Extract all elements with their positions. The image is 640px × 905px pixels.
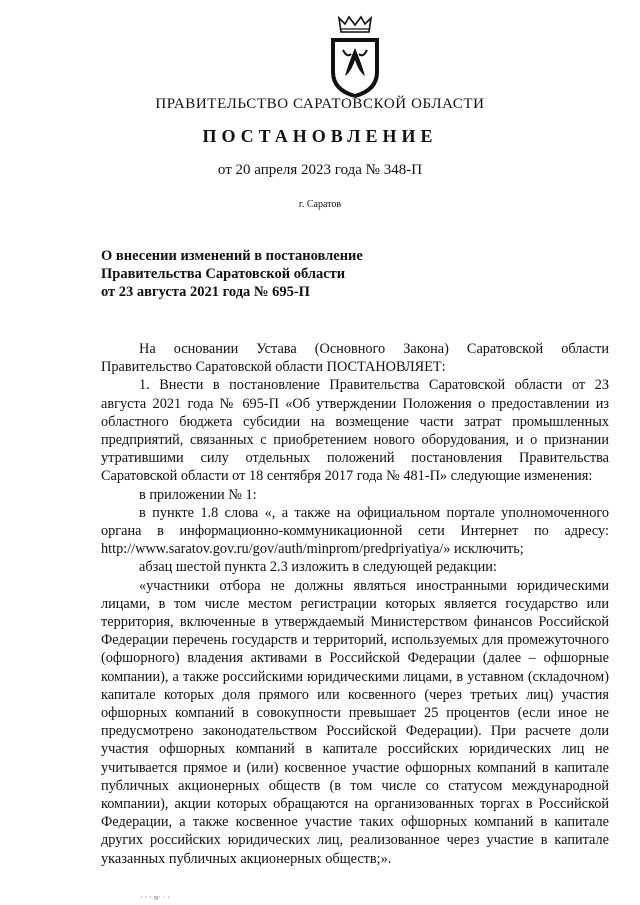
coat-of-arms-emblem	[325, 14, 385, 100]
paragraph-point-1-8: в пункте 1.8 слова «, а также на официальном портале уполномоченного органа в информационно-коммуникационной сети Интернет по адресу: http://www.saratov.gov.ru/gov/auth/minprom/predpriyatiya/» исключить;	[101, 504, 609, 558]
paragraph-appendix: в приложении № 1:	[139, 486, 257, 503]
document-date-number: от 20 апреля 2023 года № 348-П	[217, 162, 423, 178]
paragraph-item-1: 1. Внести в постановление Правительства Саратовской области от 23 августа 2021 года № 695-П «Об утверждении Положения о предоставлении из областного бюджета субсидии на возмещение части затрат промышленных предприятий, связанных с приобретением нового оборудования, и о признании утратившими силу отдельных положений постановления Правительства Саратовской области от 18 сентября 2017 года № 481-П» следующие изменения:	[101, 377, 609, 485]
document-title	[101, 247, 421, 301]
paragraph-basis: На основании Устава (Основного Закона) Саратовской области Правительство Саратовской области ПОСТАНОВЛЯЕТ:	[101, 341, 609, 376]
document-type: ПОСТАНОВЛЕНИЕ	[202, 126, 438, 146]
paragraph-point-2-3: абзац шестой пункта 2.3 изложить в следующей редакции:	[139, 559, 497, 576]
government-name: ПРАВИТЕЛЬСТВО САРАТОВСКОЙ ОБЛАСТИ	[155, 96, 485, 112]
paragraph-quote: «участники отбора не должны являться иностранными юридическими лицами, в том числе местом регистрации которых является государство или территория, включенные в утверждаемый Министерством финансов Российской Федерации перечень государств и территорий, используемых для промежуточного (офшорного) владения активами в Российской Федерации (далее – офшорные компании), а также российскими юридическими лицами, в уставном (складочном) капитале которых доля прямого или косвенного (через третьих лиц) участия офшорных компаний в совокупности превышает 25 процентов (если иное не предусмотрено законодательством Российской Федерации). При расчете доли участия офшорных компаний в капитале российских юридических лиц не учитывается прямое и (или) косвенное участие офшорных компаний в капитале публичных акционерных обществ (в том числе со статусом международной компании), акции которых обращаются на организованных торгах в Российской Федерации, а также косвенное участие таких офшорных компаний в капитале других российских юридических лиц, реализованное через участие в капитале указанных публичных акционерных обществ;».	[101, 577, 609, 867]
title-line-3: от 23 августа 2021 года № 695-П	[101, 284, 310, 300]
scan-mark: · · · ч· · ·	[140, 893, 171, 902]
title-line-2: Правительства Саратовской области	[101, 266, 346, 282]
title-line-1: О внесении изменений в постановление	[101, 248, 363, 264]
document-city: г. Саратов	[298, 199, 342, 210]
document-body	[101, 340, 609, 868]
